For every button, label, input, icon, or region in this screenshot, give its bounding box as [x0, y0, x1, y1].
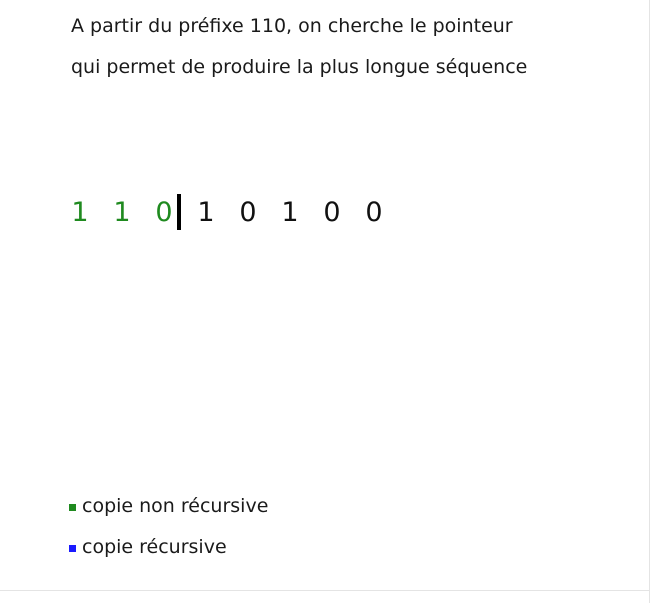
sequence-bit: 1 [197, 197, 215, 228]
legend-swatch-green [69, 504, 76, 511]
prefix-bit: 0 [155, 197, 173, 228]
intro-line-1: A partir du préfixe 110, on cherche le pointeur [71, 15, 513, 37]
sequence-bit: 0 [323, 197, 341, 228]
legend-item-recursive [69, 535, 227, 559]
prefix-bit: 1 [71, 197, 89, 228]
legend-item-non-recursive [69, 494, 268, 518]
legend-label: copie récursive [82, 536, 227, 558]
frame-border-bottom [0, 590, 650, 591]
legend-label: copie non récursive [82, 495, 269, 517]
intro-line-2: qui permet de produire la plus longue séquence [71, 56, 528, 78]
sequence-bit: 1 [281, 197, 299, 228]
legend-swatch-blue [69, 545, 76, 552]
pointer-cursor [177, 194, 181, 230]
prefix-bit: 1 [113, 197, 131, 228]
frame-border-right [649, 0, 650, 603]
sequence-bit: 0 [365, 197, 383, 228]
sequence-bit: 0 [239, 197, 257, 228]
